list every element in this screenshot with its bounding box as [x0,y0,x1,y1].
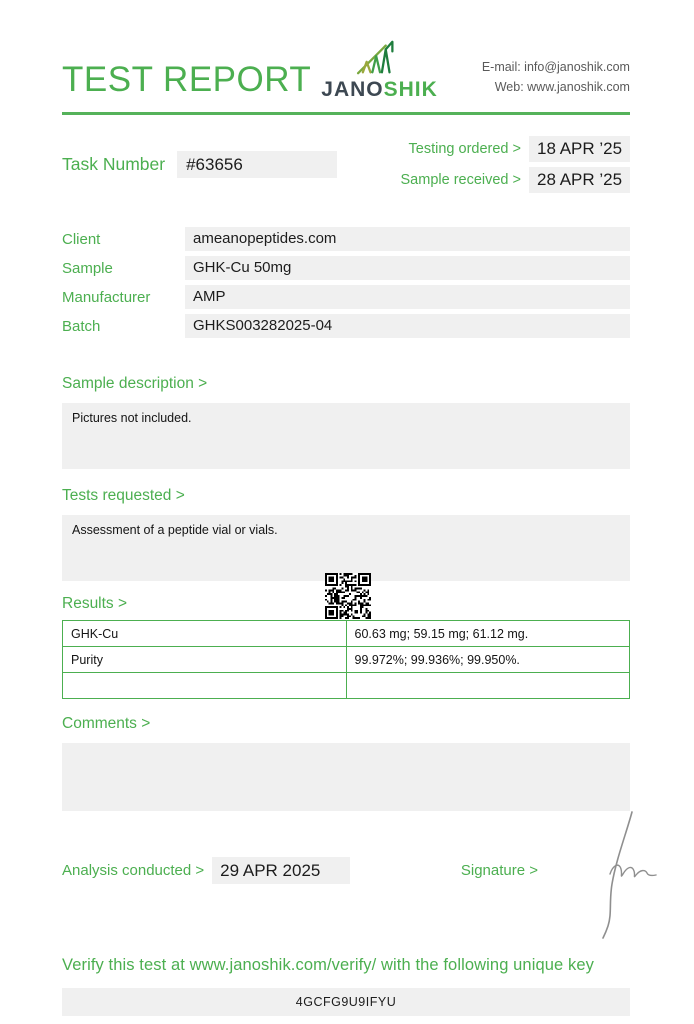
sample-description-heading: Sample description > [62,375,208,393]
logo-wordmark [321,78,438,101]
info-row-sample [62,256,630,280]
logo-text-primary: JANO [321,78,384,101]
sample-description-section [62,375,630,469]
result-value: 60.63 mg; 59.15 mg; 61.12 mg. [346,621,630,647]
batch-label: Batch [62,317,101,335]
chart-growth-icon [353,38,407,78]
manufacturer-label: Manufacturer [62,288,151,306]
header-divider [62,112,630,115]
comments-body [62,743,630,811]
task-number [62,136,337,193]
result-name [63,673,347,699]
result-value [346,673,630,699]
table-row [63,647,630,673]
tests-requested-body: Assessment of a peptide vial or vials. [62,515,630,581]
sample-label: Sample [62,259,113,277]
verify-key: 4GCFG9U9IFYU [62,988,630,1016]
table-row [63,673,630,699]
tests-requested-section [62,487,630,581]
client-value: ameanopeptides.com [185,227,630,251]
analysis-section [62,857,630,884]
qr-code [325,573,371,619]
sample-received-value: 28 APR ’25 [529,167,630,193]
dates [401,136,631,193]
comments-heading: Comments > [62,715,151,733]
contact-info [482,58,630,101]
results-section [62,595,630,699]
logo [321,38,438,101]
result-name: GHK-Cu [63,621,347,647]
sample-received-label: Sample received > [400,172,521,189]
tests-requested-heading: Tests requested > [62,487,185,505]
signature [588,808,658,940]
info-row-manufacturer [62,285,630,309]
header [62,38,630,101]
info-row-client [62,227,630,251]
client-label: Client [62,230,101,248]
sample-info [62,227,630,338]
contact-email: E-mail: info@janoshik.com [481,60,630,75]
testing-ordered-label: Testing ordered > [408,141,521,158]
contact-web: Web: www.janoshik.com [494,79,630,94]
task-number-value: #63656 [177,151,337,178]
comments-section [62,715,630,811]
testing-ordered-value: 18 APR ’25 [529,136,630,162]
verify-instruction: Verify this test at www.janoshik.com/verify/ with the following unique key [62,956,594,975]
task-section [62,136,630,193]
sample-description-body: Pictures not included. [62,403,630,469]
analysis-conducted-label: Analysis conducted > [62,862,205,880]
sample-value: GHK-Cu 50mg [185,256,630,280]
result-value: 99.972%; 99.936%; 99.950%. [346,647,630,673]
table-row [63,621,630,647]
batch-value: GHKS003282025-04 [185,314,630,338]
results-heading: Results > [62,595,128,613]
analysis-conducted-value: 29 APR 2025 [212,857,350,884]
sample-received-row [401,167,631,193]
page-title: TEST REPORT [62,60,312,100]
info-row-batch [62,314,630,338]
manufacturer-value: AMP [185,285,630,309]
task-number-label: Task Number [62,154,166,175]
logo-text-accent: SHIK [383,78,438,101]
results-table [62,620,630,699]
signature-label: Signature > [460,862,538,880]
result-name: Purity [63,647,347,673]
testing-ordered-row [401,136,631,162]
